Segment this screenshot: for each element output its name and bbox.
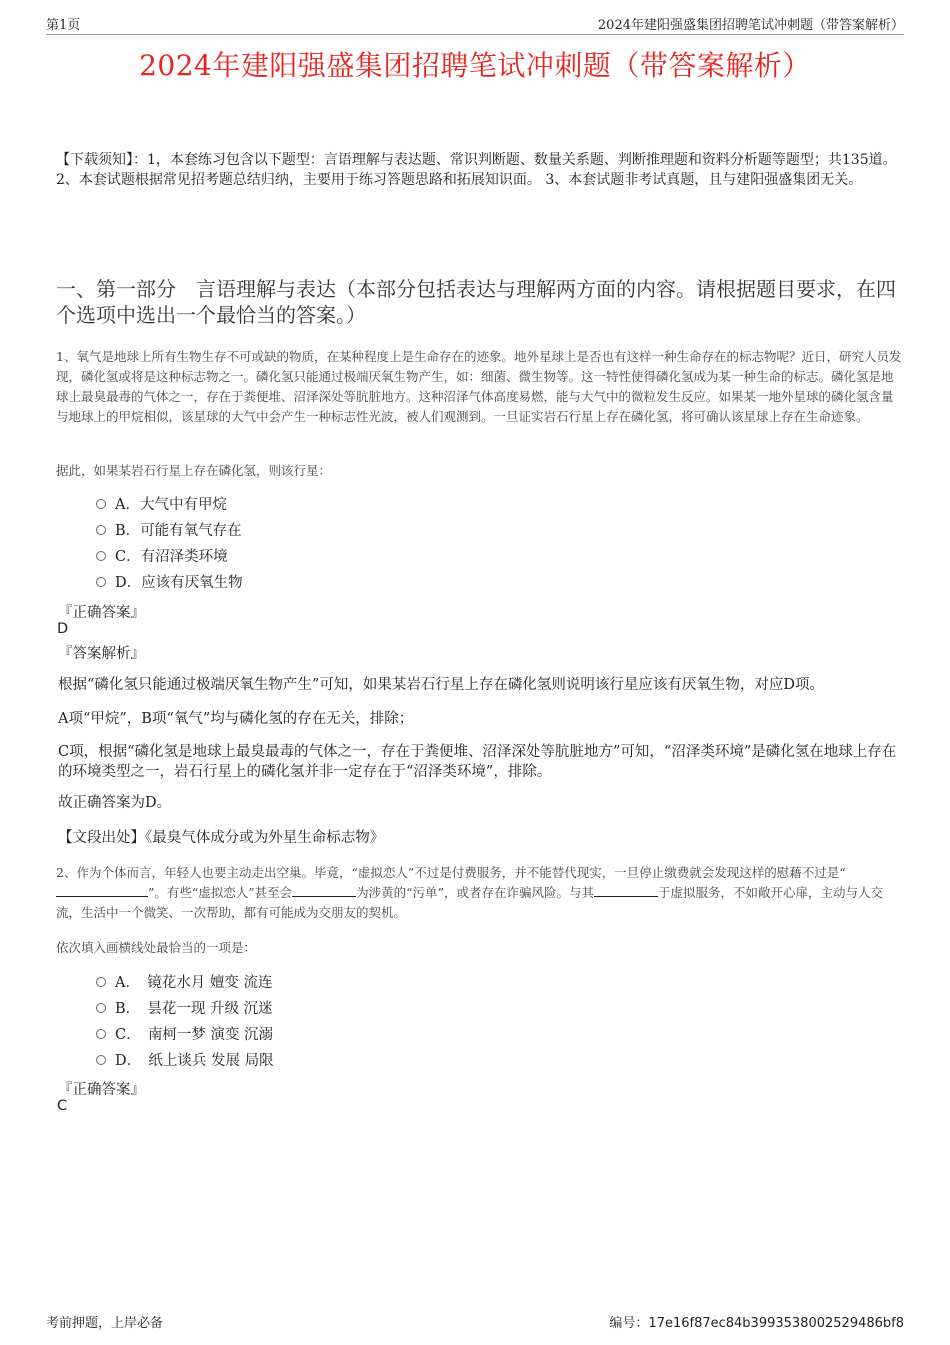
question-2-option-b[interactable]: B． 昙花一现 升级 沉迷 [96,999,273,1019]
download-notice: 【下载须知】：1，本套练习包含以下题型：言语理解与表达题、常识判断题、数量关系题、判断推理题和资料分析题等题型；共135道。 2、本套试题根据常见招考题总结归纳，主要用于练习答题思路和拓展知识面。 3、本套试题非考试真题，且与建阳强盛集团无关。 [56,152,897,188]
radio-icon[interactable] [96,1003,106,1013]
radio-icon[interactable] [96,1055,106,1065]
question-2-answer-label: 『正确答案』 [58,1082,145,1098]
question-1-answer-label: 『正确答案』 [58,605,145,621]
question-1-source: 【文段出处】《最臭气体成分或为外星生命标志物》 [58,830,385,846]
radio-icon[interactable] [96,977,106,987]
question-1-option-d[interactable]: D．应该有厌氧生物 [96,573,243,593]
page-title: 2024年建阳强盛集团招聘笔试冲刺题（带答案解析） [139,49,811,82]
question-2-text: 2、作为个体而言，年轻人也要主动走出空巢。毕竟，“虚拟恋人”不过是付费服务，并不能替代现实，一旦停止缴费就会发现这样的慰藉不过是“”。有些“虚拟恋人”甚至会 为涉黄的“污单”，或者存在诈骗风险。与其 于虚拟服务，不如敞开心扉，主动与人交流，生活中一个微笑、一次帮助，都有可能成为交朋友的契机。 [56,865,883,920]
radio-icon[interactable] [96,551,106,561]
question-1-analysis-label: 『答案解析』 [58,646,145,662]
question-2-answer: C [57,1098,68,1114]
fill-blank-1[interactable] [56,884,148,897]
page-number: 第1页 [46,18,81,33]
radio-icon[interactable] [96,499,106,509]
question-1-answer: D [57,621,69,637]
question-1-option-b[interactable]: B．可能有氧气存在 [96,521,242,541]
header-doc-title: 2024年建阳强盛集团招聘笔试冲刺题（带答案解析） [597,18,904,33]
question-2-option-a[interactable]: A． 镜花水月 嬗变 流连 [96,973,272,993]
question-1-option-c[interactable]: C．有沼泽类环境 [96,547,228,567]
question-1-prompt: 据此，如果某岩石行星上存在磷化氢，则该行星： [56,463,332,478]
question-2-option-d[interactable]: D． 纸上谈兵 发展 局限 [96,1051,274,1071]
fill-blank-3[interactable] [594,884,658,897]
fill-blank-2[interactable] [292,884,356,897]
radio-icon[interactable] [96,1029,106,1039]
analysis-paragraph: 根据“磷化氢只能通过极端厌氧生物产生”可知，如果某岩石行星上存在磷化氢则说明该行星应该有厌氧生物，对应D项。 [58,677,824,693]
analysis-paragraph: A项“甲烷”，B项“氧气”均与磷化氢的存在无关，排除； [58,711,414,727]
footer-code: 编号：17e16f87ec84b3993538002529486bf8 [609,1316,904,1331]
analysis-paragraph: C项，根据“磷化氢是地球上最臭最毒的气体之一，存在于粪便堆、沼泽深处等肮脏地方”可知，“沼泽类环境”是磷化氢在地球上存在的环境类型之一，岩石行星上的磷化氢并非一定存在于“沼泽类环境”，排除。 [58,744,897,780]
footer-slogan: 考前押题，上岸必备 [46,1316,164,1331]
question-2-option-c[interactable]: C． 南柯一梦 演变 沉溺 [96,1025,273,1045]
page-header [46,14,904,35]
section-title: 一、第一部分 言语理解与表达（本部分包括表达与理解两方面的内容。请根据题目要求，在四个选项中选出一个最恰当的答案。） [56,277,896,327]
question-2-prompt: 依次填入画横线处最恰当的一项是： [56,940,257,955]
analysis-paragraph: 故正确答案为D。 [58,795,172,811]
radio-icon[interactable] [96,577,106,587]
question-1-text: 1、氧气是地球上所有生物生存不可或缺的物质，在某种程度上是生命存在的迹象。地外星球上是否也有这样一种生命存在的标志物呢？近日，研究人员发现，磷化氢或将是这种标志物之一。磷化氢只能通过极端厌氧生物产生，如：细菌、微生物等。这一特性使得磷化氢成为某一种生命的标志。磷化氢是地球上最臭最毒的气体之一，存在于粪便堆、沼泽深处等肮脏地方。这种沼泽气体高度易燃，能与大气中的微粒发生反应。如果某一地外星球的磷化氢含量与地球上的甲烷相似，该星球的大气中会产生一种标志性光波，被人们观测到。一旦证实岩石行星上存在磷化氢，将可确认该星球上存在生命迹象。 [56,349,902,424]
radio-icon[interactable] [96,525,106,535]
question-1-option-a[interactable]: A．大气中有甲烷 [96,495,227,515]
